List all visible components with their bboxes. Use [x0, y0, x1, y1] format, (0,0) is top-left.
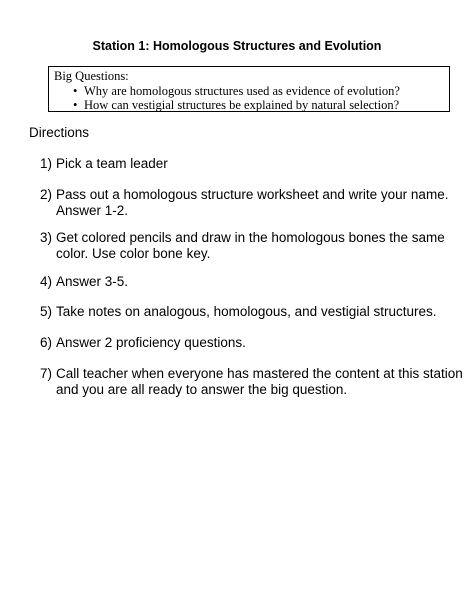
big-question-text: How can vestigial structures be explained by natural selection? [84, 98, 400, 112]
bullet-icon: • [73, 83, 78, 98]
step-text [40, 156, 450, 172]
step-line: Pass out a homologous structure worksheet and write your name. [56, 187, 449, 202]
direction-step-5 [40, 304, 450, 320]
directions-heading: Directions [29, 125, 90, 140]
step-number: 7) [40, 366, 53, 381]
direction-step-4 [40, 274, 450, 290]
step-line: Answer 1-2. [56, 202, 129, 218]
step-text [40, 304, 450, 320]
step-number: 2) [40, 187, 53, 202]
step-line: color. Use color bone key. [56, 245, 211, 261]
step-line: Pick a team leader [56, 156, 168, 171]
step-text [40, 335, 450, 351]
step-number: 6) [40, 335, 53, 350]
step-line: Answer 2 proficiency questions. [56, 335, 246, 350]
step-line: Call teacher when everyone has mastered the content at this station [56, 366, 463, 381]
direction-step-6 [40, 335, 450, 351]
page-title: Station 1: Homologous Structures and Evolution [92, 39, 382, 53]
bullet-icon: • [73, 98, 78, 112]
step-line: Take notes on analogous, homologous, and vestigial structures. [56, 304, 437, 319]
big-question-text: Why are homologous structures used as evidence of evolution? [84, 83, 400, 98]
step-line: Get colored pencils and draw in the homologous bones the same [56, 230, 445, 245]
step-text [40, 274, 450, 290]
direction-step-2 [40, 187, 450, 218]
big-question-item [73, 98, 443, 113]
step-number: 1) [40, 156, 53, 171]
direction-step-1 [40, 156, 450, 172]
big-questions-list [54, 84, 443, 113]
big-questions-box [48, 66, 450, 112]
step-text [40, 230, 450, 261]
step-text [40, 366, 463, 397]
big-question-item [73, 84, 443, 99]
step-line: and you are all ready to answer the big question. [56, 381, 348, 397]
step-line: Answer 3-5. [56, 274, 129, 289]
big-questions-heading: Big Questions: [54, 69, 129, 83]
direction-step-3 [40, 230, 450, 261]
step-number: 3) [40, 230, 53, 245]
step-text [40, 187, 450, 218]
step-number: 4) [40, 274, 53, 289]
direction-step-7 [40, 366, 463, 397]
step-number: 5) [40, 304, 53, 319]
